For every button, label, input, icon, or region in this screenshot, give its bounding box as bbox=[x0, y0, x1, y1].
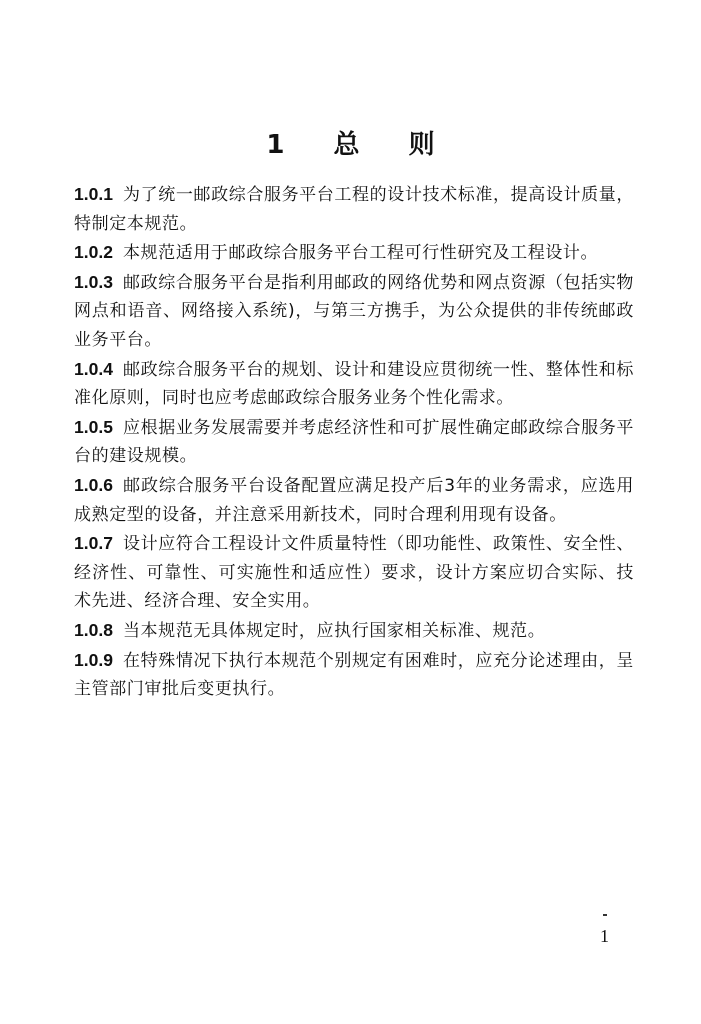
clause-1-0-8 bbox=[74, 616, 634, 646]
clause-text: 邮政综合服务平台是指利用邮政的网络优势和网点资源（包括实物网点和语音、网络接入系统)，与第三方携手，为公众提供的非传统邮政业务平台。 bbox=[74, 272, 634, 350]
clause-text: 应根据业务发展需要并考虑经济性和可扩展性确定邮政综合服务平台的建设规模。 bbox=[74, 417, 634, 467]
clause-number: 1.0.9 bbox=[74, 649, 113, 670]
clause-1-0-3 bbox=[74, 268, 634, 355]
clause-number: 1.0.5 bbox=[74, 416, 113, 437]
clause-number: 1.0.1 bbox=[74, 184, 113, 204]
clause-number: 1.0.2 bbox=[74, 242, 113, 263]
clause-number: 1.0.4 bbox=[74, 358, 113, 379]
clause-number: 1.0.3 bbox=[74, 271, 113, 292]
clause-1-0-6 bbox=[74, 471, 634, 529]
clause-number: 1.0.8 bbox=[74, 619, 113, 640]
clause-list bbox=[74, 180, 634, 704]
clause-1-0-4 bbox=[74, 355, 634, 413]
page-number: 1 bbox=[600, 926, 609, 946]
clause-1-0-1 bbox=[74, 180, 634, 238]
clause-number: 1.0.6 bbox=[74, 474, 113, 495]
clause-text: 设计应符合工程设计文件质量特性（即功能性、政策性、安全性、经济性、可靠性、可实施性和适应性）要求，设计方案应切合实际、技术先进、经济合理、安全实用。 bbox=[74, 534, 634, 612]
clause-text: 为了统一邮政综合服务平台工程的设计技术标准，提高设计质量，特制定本规范。 bbox=[74, 185, 634, 234]
page-mark bbox=[603, 914, 607, 916]
clause-text: 当本规范无具体规定时，应执行国家相关标准、规范。 bbox=[122, 620, 546, 641]
clause-1-0-5 bbox=[74, 413, 634, 471]
clause-1-0-2 bbox=[74, 238, 634, 268]
clause-1-0-9 bbox=[74, 646, 634, 704]
clause-text: 邮政综合服务平台设备配置应满足投产后3年的业务需求，应选用成熟定型的设备，并注意采用新技术，同时合理利用现有设备。 bbox=[74, 475, 634, 525]
clause-1-0-7 bbox=[74, 529, 634, 616]
clause-text: 本规范适用于邮政综合服务平台工程可行性研究及工程设计。 bbox=[122, 243, 599, 264]
chapter-title: 1 总 则 bbox=[266, 130, 455, 160]
clause-text: 邮政综合服务平台的规划、设计和建设应贯彻统一性、整体性和标准化原则，同时也应考虑邮政综合服务业务个性化需求。 bbox=[74, 359, 634, 409]
clause-number: 1.0.7 bbox=[74, 533, 113, 554]
clause-text: 在特殊情况下执行本规范个别规定有困难时，应充分论述理由，呈主管部门审批后变更执行。 bbox=[74, 650, 634, 700]
